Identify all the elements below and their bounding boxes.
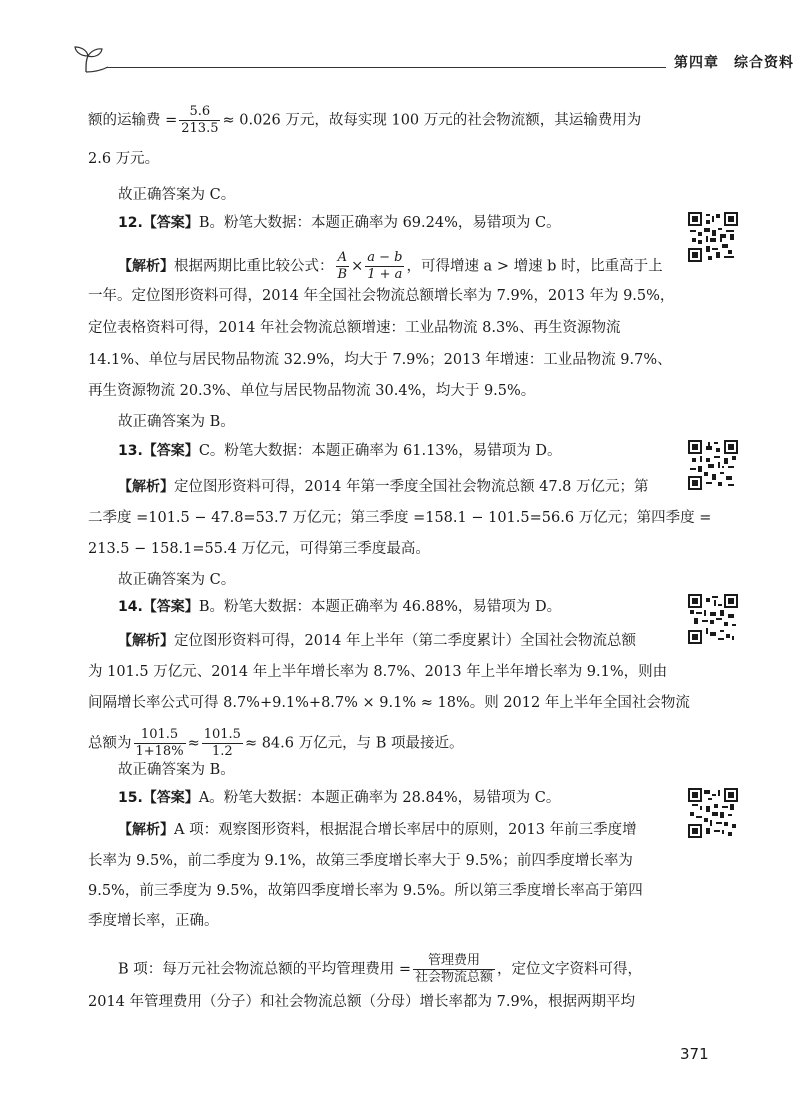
fraction-denominator: B (337, 267, 348, 282)
fraction (202, 727, 243, 760)
fraction-numerator: 管理费用 (413, 953, 495, 970)
fraction (413, 953, 495, 986)
fraction-numerator: 101.5 (134, 727, 186, 744)
text-line: 再生资源物流 20.3%、单位与居民物品物流 30.4%，均大于 9.5%。 (88, 383, 536, 399)
fraction (336, 250, 350, 283)
text-line (88, 104, 641, 137)
qr-code-icon (688, 788, 738, 838)
page-number: 371 (680, 1045, 709, 1063)
text-segment: 总额为 (88, 735, 132, 752)
text-segment: 定位图形资料可得，2014 年第一季度全国社会物流总额 47.8 万亿元；第 (174, 479, 649, 495)
answer-line: 故正确答案为 C。 (118, 187, 236, 203)
fraction (134, 727, 186, 760)
header-rule (106, 67, 666, 68)
analysis-14-line (118, 631, 636, 651)
answer-line: 故正确答案为 B。 (118, 414, 235, 430)
approx-sign: ≈ (187, 735, 200, 752)
answer-text: C。粉笔大数据：本题正确率为 61.13%，易错项为 D。 (198, 443, 562, 459)
fraction-denominator: 1 + a (367, 267, 403, 282)
fraction (365, 250, 404, 283)
analysis-12-line (118, 250, 663, 283)
text-line: 一年。定位图形资料可得，2014 年全国社会物流总额增长率为 7.9%，2013 年为 9.5%， (88, 288, 675, 304)
answer-line: 故正确答案为 C。 (118, 572, 236, 588)
analysis-13-line (118, 477, 649, 497)
question-14-answer (118, 597, 561, 617)
text-segment: 定位图形资料可得，2014 年上半年（第二季度累计）全国社会物流总额 (174, 633, 637, 649)
answer-tag: 12.【答案】 (118, 215, 199, 231)
answer-text: B。粉笔大数据：本题正确率为 46.88%，易错项为 D。 (198, 599, 562, 615)
text-line (118, 953, 642, 986)
answer-tag: 13.【答案】 (118, 443, 199, 459)
analysis-tag: 【解析】 (118, 258, 174, 275)
answer-text: B。粉笔大数据：本题正确率为 69.24%，易错项为 C。 (198, 215, 561, 231)
text-line: 14.1%、单位与居民物品物流 32.9%，均大于 7.9%；2013 年增速：工业品物流 9.7%、 (88, 352, 672, 368)
text-segment: ，定位文字资料可得， (497, 961, 643, 978)
text-segment: ≈ 0.026 万元，故每实现 100 万元的社会物流额，其运输费用为 (222, 112, 642, 129)
text-line: 季度增长率，正确。 (88, 913, 219, 929)
text-line: 为 101.5 万亿元、2014 年上半年增长率为 8.7%、2013 年上半年增长率为 9.1%，则由 (88, 664, 668, 680)
text-segment: A 项：观察图形资料，根据混合增长率居中的原则，2013 年前三季度增 (174, 822, 637, 838)
qr-code-icon (688, 594, 738, 644)
fraction-numerator: A (336, 250, 350, 267)
text-line: 二季度 =101.5 − 47.8=53.7 万亿元；第三季度 =158.1 − 101.5=56.6 万亿元；第四季度 = (88, 510, 712, 526)
qr-code-icon (688, 212, 738, 262)
question-12-answer (118, 213, 561, 233)
text-line: 定位表格资料可得，2014 年社会物流总额增速：工业品物流 8.3%、再生资源物流 (88, 320, 621, 336)
text-segment: B 项：每万元社会物流总额的平均管理费用 = (118, 961, 412, 978)
text-line: 2014 年管理费用（分子）和社会物流总额（分母）增长率都为 7.9%，根据两期平均 (88, 994, 635, 1010)
times-sign: × (351, 258, 364, 275)
text-segment: 根据两期比重比较公式： (174, 258, 334, 275)
text-segment: ，可得增速 a > 增速 b 时，比重高于上 (406, 258, 663, 275)
analysis-tag: 【解析】 (118, 479, 174, 495)
answer-text: A。粉笔大数据：本题正确率为 28.84%，易错项为 C。 (198, 790, 561, 806)
answer-tag: 14.【答案】 (118, 599, 199, 615)
fraction (179, 104, 220, 137)
sprout-icon (72, 44, 108, 74)
question-13-answer (118, 441, 562, 461)
text-line (88, 727, 463, 760)
fraction-numerator: 101.5 (203, 727, 241, 742)
analysis-tag: 【解析】 (118, 822, 174, 838)
qr-code-icon (688, 440, 738, 490)
fraction-denominator: 1.2 (211, 744, 233, 759)
answer-line: 故正确答案为 B。 (118, 762, 235, 778)
text-line: 213.5 − 158.1=55.4 万亿元，可得第三季度最高。 (88, 541, 430, 557)
fraction-numerator: 5.6 (179, 104, 220, 121)
answer-tag: 15.【答案】 (118, 790, 199, 806)
text-segment: ≈ 84.6 万亿元，与 B 项最接近。 (244, 735, 464, 752)
page-header (70, 38, 794, 78)
question-15-answer (118, 788, 560, 808)
fraction-numerator: a − b (367, 250, 403, 265)
text-line: 间隔增长率公式可得 8.7%+9.1%+8.7% × 9.1% ≈ 18%。则 2012 年上半年全国社会物流 (88, 695, 690, 711)
text-line: 长率为 9.5%，前二季度为 9.1%，故第三季度增长率大于 9.5%；前四季度增长率为 (88, 853, 633, 869)
analysis-15-line (118, 820, 637, 840)
analysis-tag: 【解析】 (118, 633, 174, 649)
fraction-denominator: 213.5 (181, 121, 219, 136)
text-line: 9.5%，前三季度为 9.5%，故第四季度增长率为 9.5%。所以第三季度增长率高于第四 (88, 883, 643, 899)
text-segment: 额的运输费 = (88, 112, 178, 129)
chapter-title: 第四章 综合资料 (674, 55, 794, 71)
fraction-denominator: 1+18% (135, 744, 184, 759)
fraction-denominator: 社会物流总额 (415, 970, 494, 985)
text-line: 2.6 万元。 (88, 151, 160, 167)
